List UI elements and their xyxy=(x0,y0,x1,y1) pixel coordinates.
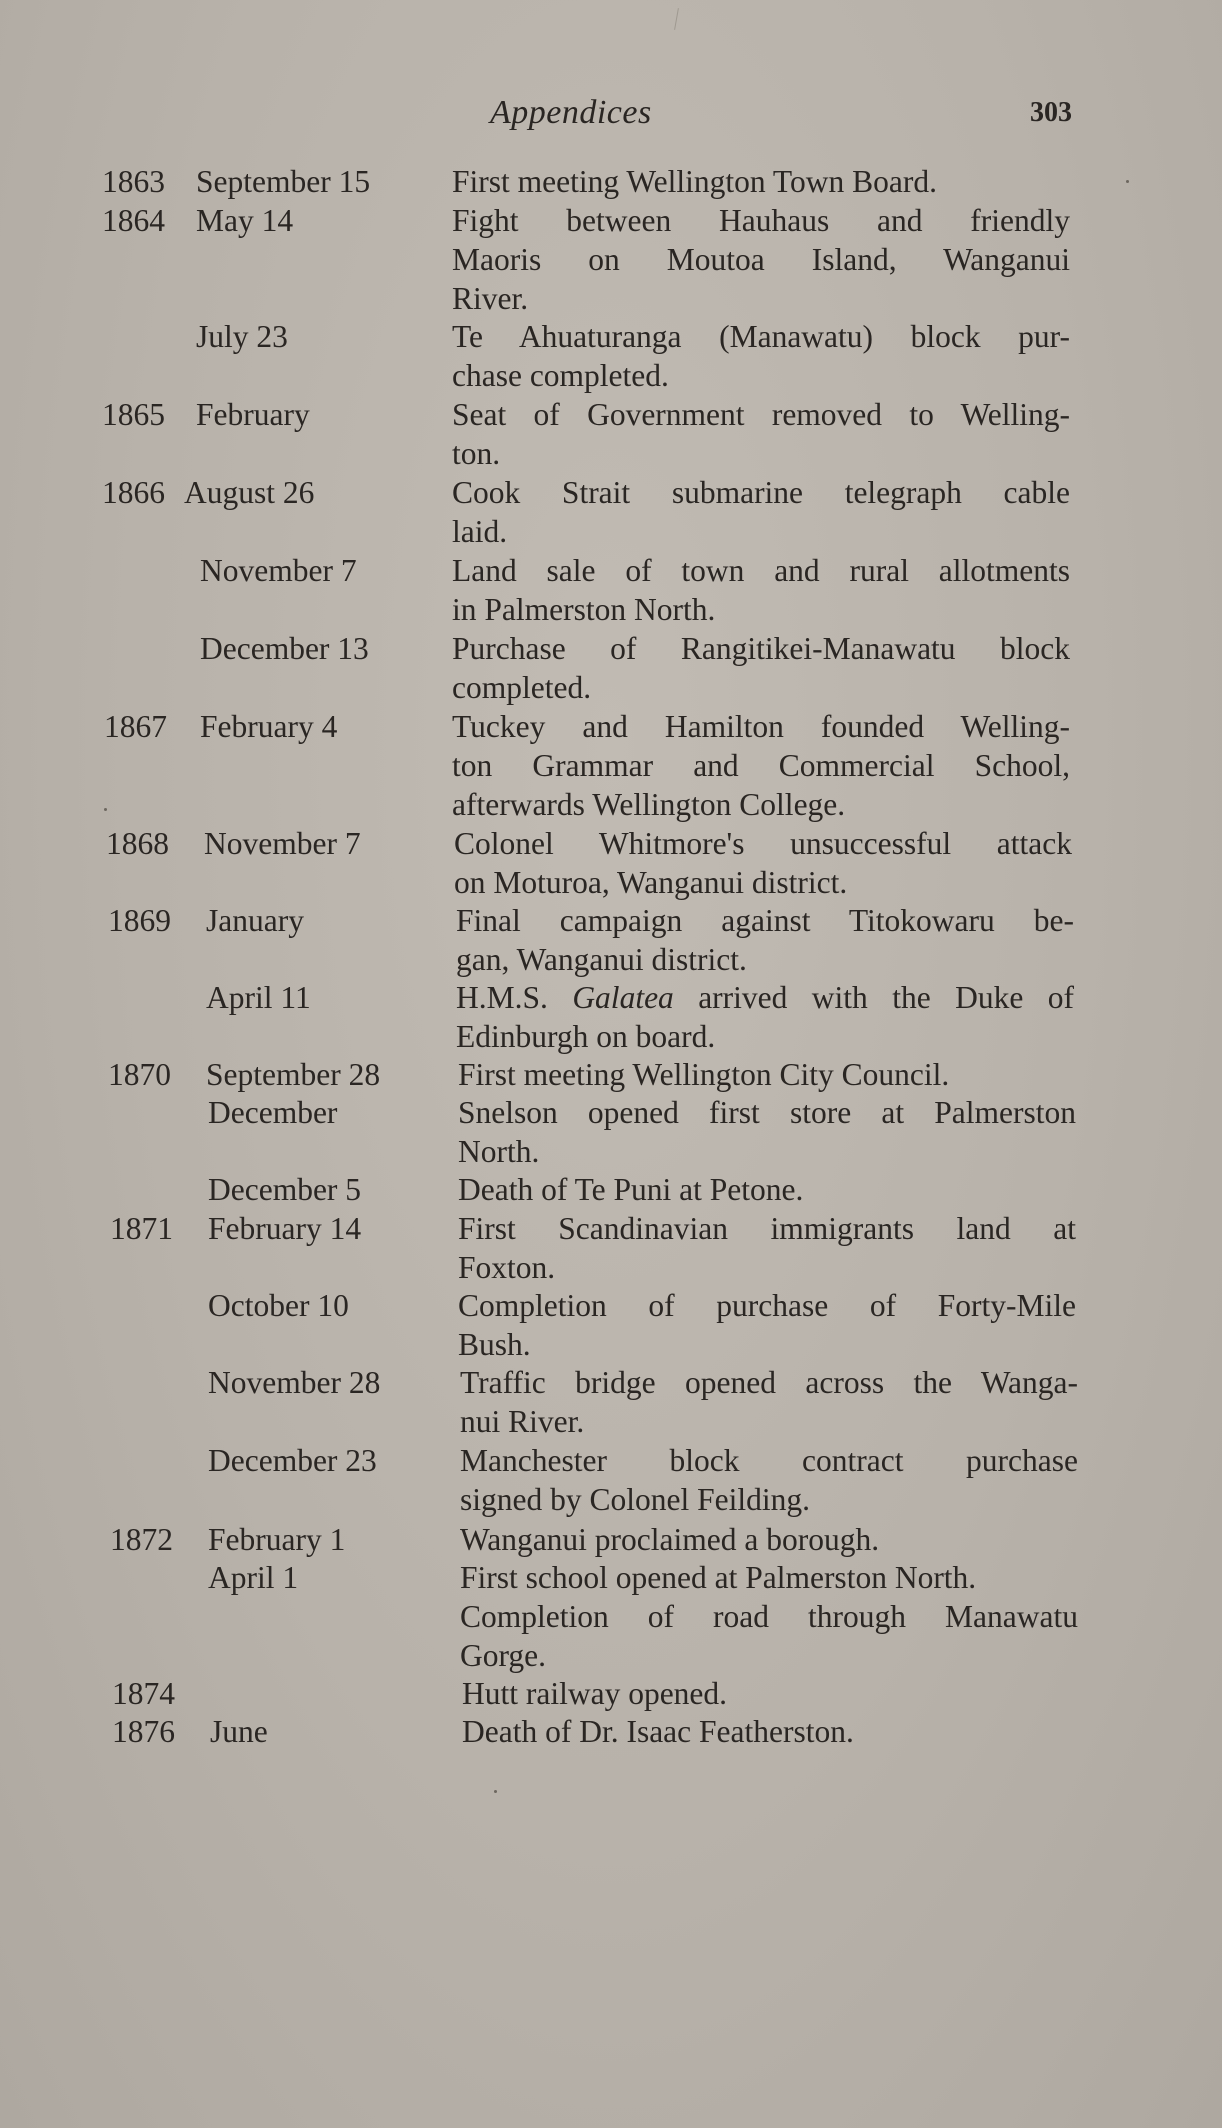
event-line: chase completed. xyxy=(452,358,669,393)
entry-date: May 14 xyxy=(196,203,294,238)
entry-event xyxy=(462,1712,1080,1751)
entry-date: December 23 xyxy=(208,1443,377,1478)
event-line: Land sale of town and rural allotments xyxy=(452,553,1070,588)
event-line: Bush. xyxy=(458,1327,531,1362)
entry-event xyxy=(460,1520,1078,1559)
event-line: Fight between Hauhaus and friendly xyxy=(452,203,1070,238)
ship-name: Galatea xyxy=(572,980,674,1015)
entry-date: September 15 xyxy=(196,164,371,199)
entry-event xyxy=(454,824,1072,902)
entry-year: 1874 xyxy=(112,1676,175,1711)
page-number: 303 xyxy=(1030,97,1072,128)
event-line: Cook Strait submarine telegraph cable xyxy=(452,475,1070,510)
entry-date: December xyxy=(208,1095,338,1130)
event-line: Edinburgh on board. xyxy=(456,1019,716,1054)
event-line: laid. xyxy=(452,514,508,549)
event-line: First meeting Wellington City Council. xyxy=(458,1057,950,1092)
entry-event xyxy=(452,629,1070,707)
running-header-title: Appendices xyxy=(490,94,652,131)
paper-speck xyxy=(1126,180,1129,183)
entry-year: 1876 xyxy=(112,1714,175,1749)
entry-date: December 13 xyxy=(200,631,369,666)
event-line: signed by Colonel Feilding. xyxy=(460,1482,810,1517)
entry-date: April 1 xyxy=(208,1560,299,1595)
event-line: Completion of purchase of Forty-Mile xyxy=(458,1288,1076,1323)
event-line: North. xyxy=(458,1134,540,1169)
event-line: in Palmerston North. xyxy=(452,592,716,627)
event-line: Seat of Government removed to Welling- xyxy=(452,397,1070,432)
entry-year: 1865 xyxy=(102,397,165,432)
event-line xyxy=(456,978,1074,1017)
paper-speck xyxy=(494,1790,497,1793)
entry-date: June xyxy=(210,1714,268,1749)
event-line: gan, Wanganui district. xyxy=(456,942,747,977)
event-line: Gorge. xyxy=(460,1638,547,1673)
event-line: ton. xyxy=(452,436,501,471)
event-line: Maoris on Moutoa Island, Wanganui xyxy=(452,242,1070,277)
entry-year: 1870 xyxy=(108,1057,171,1092)
entry-event xyxy=(460,1441,1078,1519)
entry-event xyxy=(452,317,1070,395)
entry-event xyxy=(462,1674,1080,1713)
event-line: ton Grammar and Commercial School, xyxy=(452,748,1070,783)
entry-event xyxy=(456,978,1074,1056)
event-line: Wanganui proclaimed a borough. xyxy=(460,1522,880,1557)
entry-date: July 23 xyxy=(196,319,288,354)
entry-event xyxy=(452,201,1070,318)
page-crease xyxy=(674,8,679,30)
entry-year: 1872 xyxy=(110,1522,173,1557)
entry-event xyxy=(458,1170,1076,1209)
entry-event xyxy=(452,707,1070,824)
entry-date: September 28 xyxy=(206,1057,381,1092)
event-line: afterwards Wellington College. xyxy=(452,787,846,822)
entry-date: November 28 xyxy=(208,1365,381,1400)
event-line: Completion of road through Manawatu xyxy=(460,1599,1078,1634)
entry-date: November 7 xyxy=(200,553,357,588)
event-line: Snelson opened first store at Palmerston xyxy=(458,1095,1076,1130)
entry-event xyxy=(452,551,1070,629)
event-line: Foxton. xyxy=(458,1250,556,1285)
event-line: completed. xyxy=(452,670,592,705)
event-text-suffix: arrived with the Duke of xyxy=(673,980,1074,1015)
entry-date: February 14 xyxy=(208,1211,362,1246)
event-line: First meeting Wellington Town Board. xyxy=(452,164,937,199)
entry-year: 1868 xyxy=(106,826,169,861)
event-line: Te Ahuaturanga (Manawatu) block pur- xyxy=(452,319,1070,354)
entry-event xyxy=(458,1093,1076,1171)
event-line: on Moturoa, Wanganui district. xyxy=(454,865,848,900)
entry-year: 1866 xyxy=(102,475,165,510)
event-line: nui River. xyxy=(460,1404,585,1439)
event-line: Death of Dr. Isaac Featherston. xyxy=(462,1714,854,1749)
entry-event xyxy=(458,1055,1076,1094)
entry-event xyxy=(460,1558,1078,1675)
entry-date: October 10 xyxy=(208,1288,349,1323)
entry-date: November 7 xyxy=(204,826,361,861)
event-line: First Scandinavian immigrants land at xyxy=(458,1211,1076,1246)
entry-event xyxy=(452,473,1070,551)
entry-event xyxy=(456,901,1074,979)
entry-date: January xyxy=(206,903,304,938)
entry-date: August 26 xyxy=(184,475,315,510)
event-line: Colonel Whitmore's unsuccessful attack xyxy=(454,826,1072,861)
entry-event xyxy=(458,1286,1076,1364)
event-line: Traffic bridge opened across the Wanga- xyxy=(460,1365,1078,1400)
event-line: Hutt railway opened. xyxy=(462,1676,728,1711)
entry-year: 1871 xyxy=(110,1211,173,1246)
entry-event xyxy=(452,395,1070,473)
entry-date: December 5 xyxy=(208,1172,362,1207)
paper-speck xyxy=(104,808,107,811)
entry-year: 1867 xyxy=(104,709,167,744)
entry-year: 1863 xyxy=(102,164,165,199)
entry-year: 1864 xyxy=(102,203,165,238)
event-line: Purchase of Rangitikei-Manawatu block xyxy=(452,631,1070,666)
entry-date: February 4 xyxy=(200,709,338,744)
entry-event xyxy=(460,1363,1078,1441)
event-line: Tuckey and Hamilton founded Welling- xyxy=(452,709,1070,744)
event-line: River. xyxy=(452,281,529,316)
entry-date: February 1 xyxy=(208,1522,346,1557)
event-line: Manchester block contract purchase xyxy=(460,1443,1078,1478)
entry-year: 1869 xyxy=(108,903,171,938)
entry-date: February xyxy=(196,397,310,432)
entry-event xyxy=(452,162,1070,201)
event-line: First school opened at Palmerston North. xyxy=(460,1560,977,1595)
event-line: Final campaign against Titokowaru be- xyxy=(456,903,1074,938)
event-line: Death of Te Puni at Petone. xyxy=(458,1172,804,1207)
entry-date: April 11 xyxy=(206,980,311,1015)
entry-event xyxy=(458,1209,1076,1287)
event-text-prefix: H.M.S. xyxy=(456,980,573,1015)
